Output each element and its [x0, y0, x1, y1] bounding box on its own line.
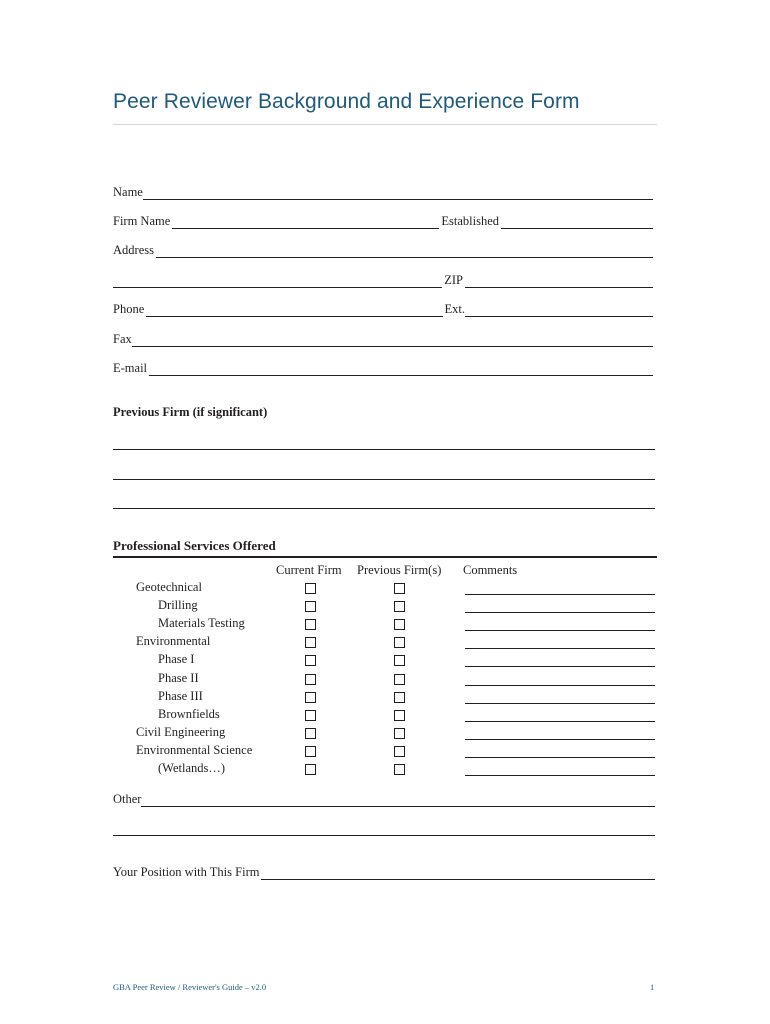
- other-line-2-row: [113, 818, 655, 836]
- title-divider: [113, 124, 657, 125]
- previous-firm-line-3-row: [113, 491, 655, 509]
- comment-input-line[interactable]: [465, 594, 655, 595]
- current-firm-checkbox[interactable]: [305, 746, 316, 757]
- service-label: Environmental: [136, 634, 211, 649]
- firm-name-label: Firm Name: [113, 214, 171, 228]
- established-label: Established: [441, 214, 499, 228]
- service-label: Environmental Science: [136, 742, 253, 757]
- address-label: Address: [113, 243, 154, 257]
- comment-input-line[interactable]: [465, 612, 655, 613]
- previous-firm-checkbox[interactable]: [394, 728, 405, 739]
- column-comments: Comments: [463, 563, 518, 577]
- service-label: Phase III: [158, 688, 203, 703]
- address-line-2[interactable]: [113, 274, 442, 288]
- current-firm-checkbox[interactable]: [305, 637, 316, 648]
- name-field-row: [113, 182, 655, 200]
- previous-firm-checkbox[interactable]: [394, 692, 405, 703]
- previous-firm-heading: Previous Firm (if significant): [113, 405, 268, 419]
- phone-row: [113, 299, 655, 317]
- name-input-line[interactable]: [143, 186, 653, 200]
- previous-firm-checkbox[interactable]: [394, 637, 405, 648]
- previous-firm-line-2[interactable]: [113, 466, 655, 480]
- previous-firm-line-1-row: [113, 432, 655, 450]
- current-firm-checkbox[interactable]: [305, 674, 316, 685]
- previous-firm-line-1[interactable]: [113, 436, 655, 450]
- email-row: [113, 358, 655, 376]
- comment-input-line[interactable]: [465, 721, 655, 722]
- firm-name-input-line[interactable]: [172, 215, 439, 229]
- service-label: Geotechnical: [136, 580, 202, 594]
- service-label: Phase I: [158, 652, 195, 667]
- previous-firm-line-3[interactable]: [113, 495, 655, 509]
- other-input-line-2[interactable]: [113, 822, 655, 836]
- current-firm-checkbox[interactable]: [305, 655, 316, 666]
- position-row: [113, 862, 655, 880]
- previous-firm-line-2-row: [113, 462, 655, 480]
- comment-input-line[interactable]: [465, 630, 655, 631]
- current-firm-checkbox[interactable]: [305, 728, 316, 739]
- comment-input-line[interactable]: [465, 648, 655, 649]
- service-label: (Wetlands…): [158, 761, 226, 775]
- address-input-line[interactable]: [156, 244, 653, 258]
- comment-input-line[interactable]: [465, 775, 655, 776]
- other-label: Other: [113, 792, 142, 806]
- previous-firm-checkbox[interactable]: [394, 583, 405, 594]
- current-firm-checkbox[interactable]: [305, 619, 316, 630]
- footer-page-number: 1: [650, 982, 655, 992]
- zip-input-line[interactable]: [465, 274, 653, 288]
- current-firm-checkbox[interactable]: [305, 601, 316, 612]
- services-divider: [113, 556, 657, 558]
- email-input-line[interactable]: [149, 362, 653, 376]
- previous-firm-checkbox[interactable]: [394, 710, 405, 721]
- current-firm-checkbox[interactable]: [305, 764, 316, 775]
- comment-input-line[interactable]: [465, 739, 655, 740]
- phone-label: Phone: [113, 302, 145, 316]
- email-label: E-mail: [113, 361, 148, 375]
- column-previous-firms: Previous Firm(s): [357, 563, 442, 577]
- zip-label: ZIP: [444, 273, 463, 287]
- service-label: Civil Engineering: [136, 724, 226, 739]
- column-current-firm: Current Firm: [276, 563, 342, 577]
- current-firm-checkbox[interactable]: [305, 710, 316, 721]
- previous-firm-checkbox[interactable]: [394, 619, 405, 630]
- address-row: [113, 240, 655, 258]
- page-title: Peer Reviewer Background and Experience Form: [113, 90, 580, 113]
- service-label: Phase II: [158, 670, 199, 685]
- fax-label: Fax: [113, 332, 132, 346]
- previous-firm-checkbox[interactable]: [394, 764, 405, 775]
- name-label: Name: [113, 185, 143, 199]
- comment-input-line[interactable]: [465, 685, 655, 686]
- position-label: Your Position with This Firm: [113, 865, 260, 879]
- ext-label: Ext.: [444, 302, 465, 316]
- current-firm-checkbox[interactable]: [305, 692, 316, 703]
- comment-input-line[interactable]: [465, 666, 655, 667]
- address-zip-row: [113, 270, 655, 288]
- previous-firm-checkbox[interactable]: [394, 601, 405, 612]
- other-row: [113, 789, 655, 807]
- previous-firm-checkbox[interactable]: [394, 746, 405, 757]
- previous-firm-checkbox[interactable]: [394, 674, 405, 685]
- service-label: Materials Testing: [158, 616, 245, 631]
- footer-guide-title: GBA Peer Review / Reviewer's Guide – v2.0: [113, 982, 267, 992]
- ext-input-line[interactable]: [465, 303, 653, 317]
- firm-name-row: [113, 211, 655, 229]
- fax-input-line[interactable]: [132, 333, 653, 347]
- previous-firm-checkbox[interactable]: [394, 655, 405, 666]
- phone-input-line[interactable]: [146, 303, 442, 317]
- position-input-line[interactable]: [261, 866, 655, 880]
- comment-input-line[interactable]: [465, 703, 655, 704]
- services-heading: Professional Services Offered: [113, 538, 276, 553]
- established-input-line[interactable]: [501, 215, 653, 229]
- fax-row: [113, 329, 655, 347]
- other-input-line[interactable]: [141, 793, 655, 807]
- service-label: Drilling: [158, 598, 198, 613]
- current-firm-checkbox[interactable]: [305, 583, 316, 594]
- comment-input-line[interactable]: [465, 757, 655, 758]
- service-label: Brownfields: [158, 706, 220, 721]
